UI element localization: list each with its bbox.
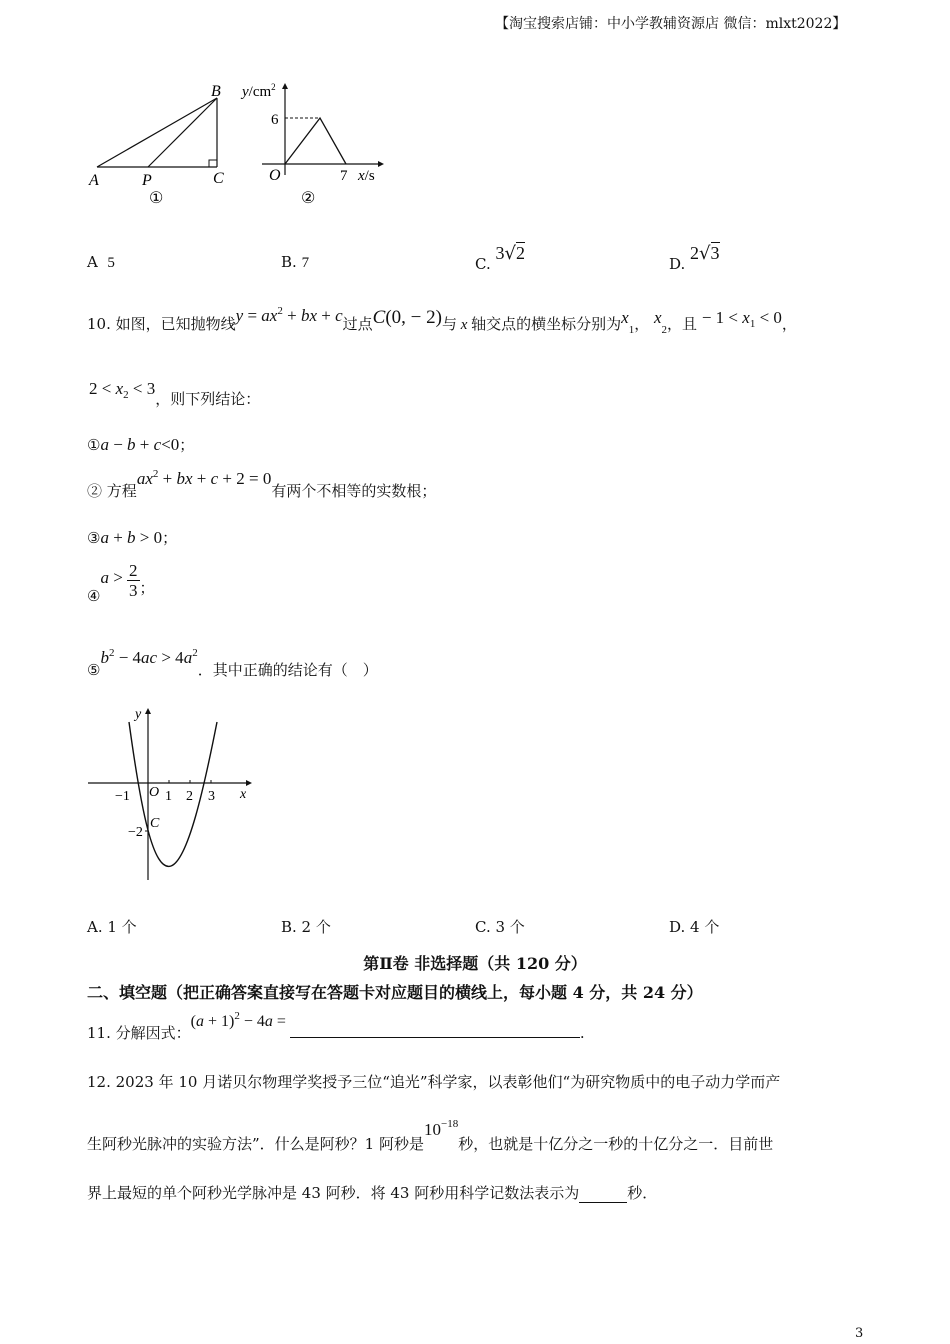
label-C: C — [213, 170, 224, 187]
origin-O: O — [269, 167, 281, 184]
q10-option-b[interactable]: B. 2 个 — [281, 918, 331, 936]
q10-option-a[interactable]: A. 1 个 — [87, 918, 137, 936]
origin-label: O — [149, 785, 160, 800]
fig1-caption: ① — [149, 190, 164, 207]
q12-line1: 12. 2023 年 10 月诺贝尔物理学奖授予三位“追光”科学家，以表彰他们“为研究物质中的电子动力学而产 — [87, 1073, 781, 1091]
q10-stem-line2: $2 < x_2 < 3$，则下列结论： — [89, 379, 261, 408]
header-note: 【淘宝搜索店铺：中小学教辅资源店 微信：mlxt2022】 — [495, 16, 847, 32]
section-title: 第Ⅱ卷 非选择题（共 120 分） — [363, 954, 587, 973]
c-value-label: −2 — [128, 825, 143, 840]
tick-1: 1 — [165, 789, 172, 804]
label-B: B — [211, 83, 221, 100]
label-P: P — [142, 172, 152, 189]
q10-statement-5: $⑤b^2 - 4ac > 4a^2$．其中正确的结论有（ ） — [87, 647, 378, 679]
triangle-figure — [88, 83, 224, 207]
ylabel: $y/cm^2$ — [242, 82, 276, 100]
parabola-graph — [80, 700, 270, 890]
fig2-caption: ② — [301, 190, 316, 207]
q12-line2: 生阿秒光脉冲的实验方法”．什么是阿秒？1 阿秒是$10^{-18}$秒，也就是十亿分之一秒的十亿分之一．目前世 — [87, 1118, 774, 1153]
q12-answer-blank[interactable] — [579, 1184, 627, 1203]
q9-option-b[interactable]: B. 7 — [281, 253, 310, 271]
q10-option-d[interactable]: D. 4 个 — [669, 918, 720, 936]
q10-statement-2: ② 方程$ax^2$ + bx + c + 2 = 0有两个不相等的实数根； — [87, 468, 437, 500]
x-tick-7: 7 — [340, 168, 348, 184]
q10-stem-line1: 10. 如图，已知抛物线$y = ax^2$ + bx + c过点C(0, − 2)与 x 轴交点的横坐标分别为$x_1$， $x_2$，且 − $1 < x_1 < 0$， — [87, 305, 797, 336]
q11-answer-blank[interactable] — [290, 1037, 580, 1038]
tick-3: 3 — [208, 789, 215, 804]
xlabel: x/s — [358, 168, 375, 184]
y-axis-label: y — [135, 707, 142, 722]
q11: 11. 分解因式：$(a + 1)^2 - 4a$ = . — [87, 1010, 585, 1042]
y-tick-6: 6 — [271, 112, 279, 128]
q9-option-c[interactable]: C. 3√2 — [475, 243, 525, 273]
q10-statement-3: ③a + b > 0； — [87, 528, 178, 547]
x-axis-label: x — [240, 787, 247, 802]
q9-option-a[interactable]: A 5 — [87, 253, 115, 271]
function-graph — [240, 82, 384, 207]
q10-option-c[interactable]: C. 3 个 — [475, 918, 525, 936]
q10-statement-4: ④a > $\frac{2}{3}$ ； — [87, 561, 155, 605]
point-C-label: C — [150, 816, 160, 831]
q9-figures — [80, 75, 400, 215]
page-number: 3 — [855, 1326, 864, 1341]
q12-line3: 界上最短的单个阿秒光学脉冲是 43 阿秒．将 43 阿秒用科学记数法表示为 秒． — [87, 1184, 658, 1202]
section-heading: 二、填空题（把正确答案直接写在答题卡对应题目的横线上，每小题 4 分，共 24 分） — [87, 983, 703, 1002]
label-A: A — [89, 172, 99, 189]
tick-minus1: −1 — [115, 789, 130, 804]
tick-2: 2 — [186, 789, 193, 804]
q10-statement-1: ①a − b + c<0； — [87, 435, 195, 454]
q9-option-d[interactable]: D. 2√3 — [669, 243, 720, 273]
